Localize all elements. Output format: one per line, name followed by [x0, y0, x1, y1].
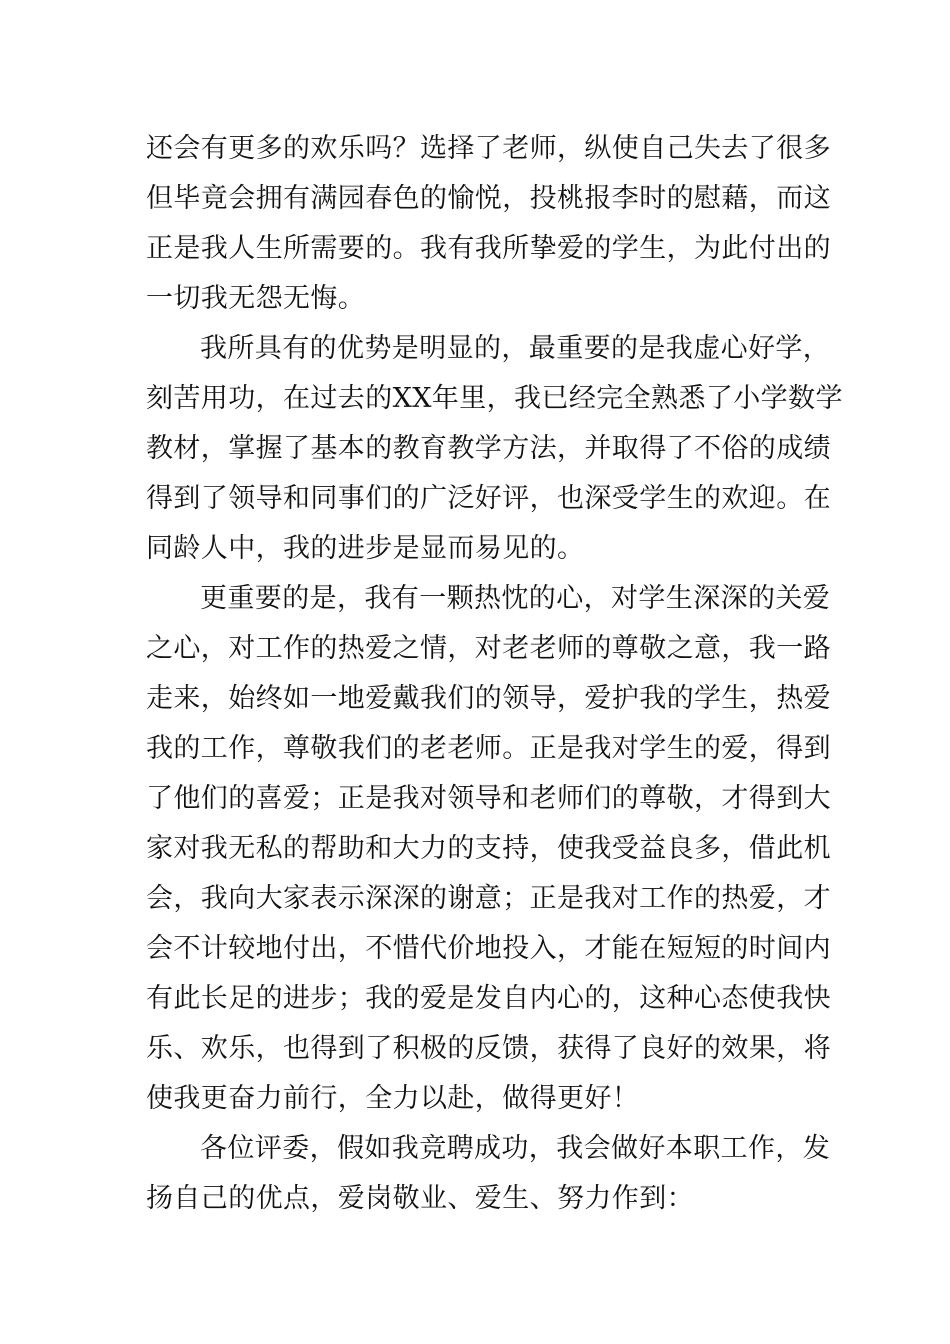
- text-line: 走来，始终如一地爱戴我们的领导，爱护我的学生，热爱: [146, 683, 831, 714]
- text-line: 扬自己的优点，爱岗敬业、爱生、努力作到：: [146, 1183, 694, 1214]
- paragraph-first-line: 更重要的是，我有一颗热忱的心，对学生深深的关爱: [200, 583, 831, 614]
- text-line: 会不计较地付出，不惜代价地投入，才能在短短的时间内: [146, 933, 831, 964]
- text-line: 得到了领导和同事们的广泛好评，也深受学生的欢迎。在: [146, 483, 831, 514]
- paragraph-first-line: 我所具有的优势是明显的，最重要的是我虚心好学，: [200, 333, 831, 364]
- text-line: 还会有更多的欢乐吗？选择了老师，纵使自己失去了很多: [146, 133, 831, 164]
- text-line: 但毕竟会拥有满园春色的愉悦，投桃报李时的慰藉，而这: [146, 183, 831, 214]
- text-line: 会，我向大家表示深深的谢意；正是我对工作的热爱，才: [146, 883, 831, 914]
- text-line: 同龄人中，我的进步是显而易见的。: [146, 533, 585, 564]
- text-line: 正是我人生所需要的。我有我所挚爱的学生，为此付出的: [146, 233, 831, 264]
- text-line: 刻苦用功，在过去的XX年里，我已经完全熟悉了小学数学: [146, 383, 843, 414]
- text-line: 一切我无怨无悔。: [146, 283, 366, 314]
- text-line: 教材，掌握了基本的教育教学方法，并取得了不俗的成绩: [146, 433, 831, 464]
- text-line: 使我更奋力前行，全力以赴，做得更好！: [146, 1083, 640, 1114]
- text-line: 之心，对工作的热爱之情，对老老师的尊敬之意，我一路: [146, 633, 831, 664]
- paragraph-first-line: 各位评委，假如我竞聘成功，我会做好本职工作，发: [200, 1133, 831, 1164]
- text-line: 我的工作，尊敬我们的老老师。正是我对学生的爱，得到: [146, 733, 831, 764]
- text-line: 了他们的喜爱；正是我对领导和老师们的尊敬，才得到大: [146, 783, 831, 814]
- text-line: 有此长足的进步；我的爱是发自内心的，这种心态使我快: [146, 983, 831, 1014]
- text-line: 乐、欢乐，也得到了积极的反馈，获得了良好的效果，将: [146, 1033, 831, 1064]
- text-line: 家对我无私的帮助和大力的支持，使我受益良多，借此机: [146, 833, 831, 864]
